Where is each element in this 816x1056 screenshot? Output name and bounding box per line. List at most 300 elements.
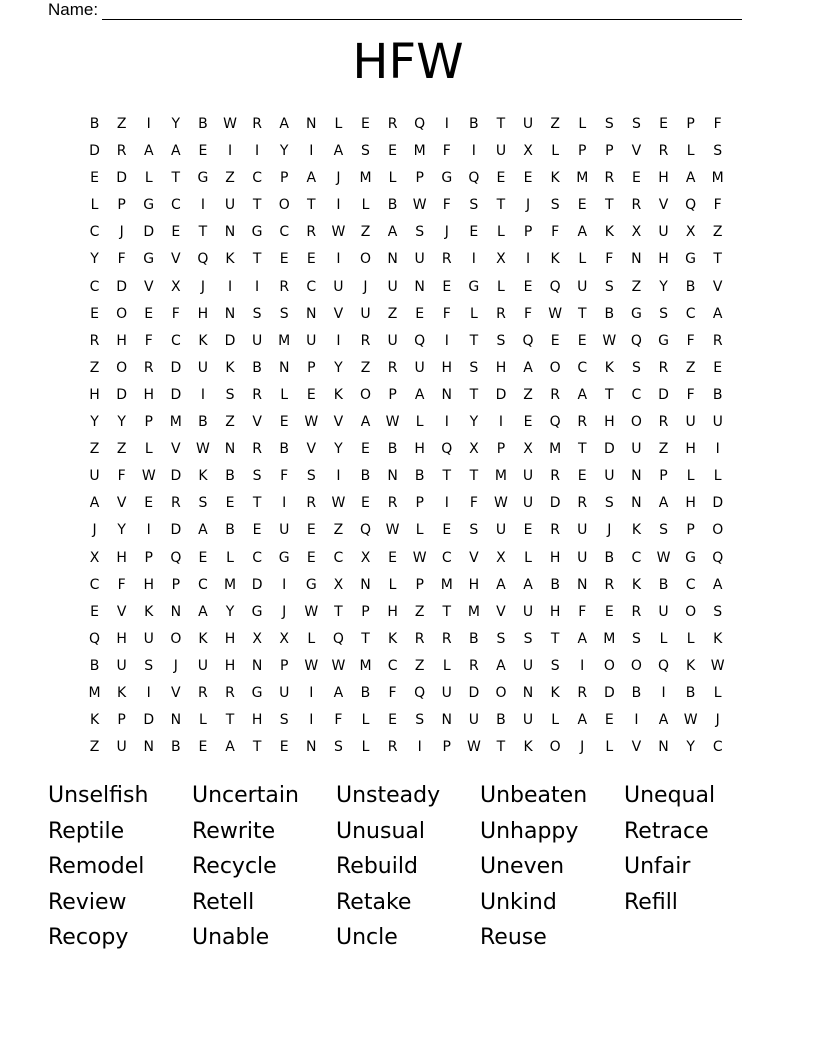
grid-letter: R: [550, 522, 560, 539]
grid-letter: E: [469, 224, 479, 241]
grid-letter: X: [496, 549, 506, 566]
grid-letter: F: [144, 332, 153, 349]
grid-letter: F: [605, 251, 614, 268]
grid-letter: Z: [360, 359, 371, 376]
grid-letter: V: [496, 603, 506, 620]
grid-letter: Q: [441, 441, 453, 458]
grid-letter: J: [363, 278, 368, 295]
grid-letter: V: [171, 251, 181, 268]
grid-letter: N: [441, 386, 452, 403]
grid-letter: B: [387, 441, 398, 458]
grid-letter: N: [631, 468, 642, 485]
grid-letter: F: [171, 305, 180, 322]
grid-letter: L: [686, 630, 695, 647]
word-list-item: Recopy: [48, 925, 129, 950]
grid-letter: A: [523, 359, 533, 376]
grid-letter: V: [116, 495, 127, 512]
grid-letter: R: [387, 116, 398, 132]
grid-letter: R: [658, 359, 669, 376]
grid-letter: U: [197, 657, 209, 674]
grid-letter: J: [580, 739, 585, 756]
grid-letter: K: [604, 359, 614, 376]
grid-letter: N: [224, 224, 236, 241]
grid-letter: W: [223, 116, 237, 132]
grid-letter: E: [496, 170, 506, 187]
grid-letter: R: [252, 116, 262, 132]
grid-letter: A: [171, 143, 181, 160]
grid-letter: K: [686, 657, 696, 674]
grid-letter: I: [444, 495, 449, 512]
grid-letter: B: [469, 116, 479, 132]
grid-letter: E: [225, 495, 235, 512]
grid-letter: A: [712, 305, 723, 322]
grid-letter: L: [199, 712, 207, 729]
grid-letter: I: [444, 116, 449, 132]
grid-letter: P: [496, 441, 506, 458]
grid-letter: H: [387, 603, 398, 620]
grid-letter: E: [90, 170, 99, 187]
grid-letter: T: [496, 116, 506, 132]
grid-letter: H: [116, 332, 127, 349]
grid-letter: M: [359, 657, 372, 674]
grid-letter: W: [710, 657, 725, 674]
grid-letter: Z: [116, 441, 127, 458]
grid-letter: P: [144, 414, 153, 431]
grid-letter: B: [89, 116, 100, 132]
grid-letter: A: [279, 116, 289, 132]
grid-letter: Z: [89, 359, 100, 376]
grid-letter: L: [469, 305, 478, 322]
grid-letter: X: [523, 143, 533, 160]
word-list-item: Unusual: [336, 818, 425, 844]
grid-letter: D: [712, 495, 724, 512]
grid-letter: H: [116, 549, 127, 566]
grid-letter: S: [496, 630, 506, 647]
grid-letter: E: [604, 603, 614, 620]
grid-letter: E: [306, 549, 316, 566]
word-list-item: Reptile: [48, 818, 125, 844]
grid-letter: F: [117, 251, 126, 268]
grid-letter: R: [658, 143, 669, 160]
grid-letter: B: [89, 657, 100, 674]
grid-letter: E: [361, 495, 370, 512]
grid-letter: Q: [468, 170, 480, 187]
grid-letter: W: [494, 495, 508, 512]
grid-letter: L: [361, 712, 370, 729]
word-list-item: Uncertain: [192, 783, 299, 808]
grid-letter: I: [309, 712, 314, 729]
grid-letter: R: [143, 359, 154, 376]
grid-letter: E: [442, 522, 452, 539]
grid-letter: U: [279, 684, 290, 701]
grid-letter: I: [580, 657, 585, 674]
grid-letter: R: [306, 224, 317, 241]
grid-letter: E: [388, 712, 397, 729]
grid-letter: G: [251, 224, 263, 241]
grid-letter: C: [685, 305, 696, 322]
grid-letter: X: [685, 224, 696, 241]
grid-letter: U: [685, 414, 696, 431]
grid-letter: Y: [225, 603, 235, 620]
grid-letter: A: [496, 657, 506, 674]
grid-letter: S: [198, 495, 208, 512]
grid-letter: T: [577, 305, 587, 322]
grid-letter: D: [549, 495, 561, 512]
grid-letter: N: [360, 576, 371, 593]
grid-letter: L: [713, 684, 722, 701]
grid-letter: U: [522, 657, 534, 674]
grid-letter: I: [444, 414, 449, 431]
grid-letter: J: [119, 224, 124, 241]
grid-letter: C: [577, 359, 588, 376]
grid-letter: B: [604, 549, 615, 566]
grid-letter: A: [89, 495, 100, 512]
grid-letter: C: [198, 576, 208, 593]
grid-letter: U: [577, 522, 588, 539]
grid-letter: E: [306, 251, 316, 268]
grid-letter: R: [577, 684, 588, 701]
grid-letter: C: [252, 549, 262, 566]
grid-letter: Y: [334, 359, 343, 376]
grid-letter: R: [604, 576, 615, 593]
grid-letter: F: [117, 576, 126, 593]
grid-letter: L: [686, 143, 695, 160]
grid-letter: E: [442, 278, 452, 295]
name-blank-field[interactable]: [102, 4, 742, 20]
grid-letter: B: [712, 386, 723, 403]
grid-letter: Q: [712, 549, 724, 566]
grid-letter: I: [336, 251, 341, 268]
grid-letter: K: [523, 739, 533, 756]
grid-letter: Z: [225, 414, 235, 431]
grid-letter: I: [255, 143, 260, 160]
grid-letter: V: [631, 143, 642, 160]
grid-letter: T: [225, 712, 235, 729]
grid-letter: U: [495, 522, 507, 539]
word-list: [48, 778, 768, 956]
grid-letter: R: [252, 441, 262, 458]
grid-letter: O: [603, 657, 615, 674]
grid-letter: R: [550, 386, 560, 403]
grid-letter: P: [659, 468, 668, 485]
grid-letter: O: [170, 630, 182, 647]
grid-letter: E: [171, 224, 181, 241]
grid-letter: M: [440, 576, 453, 593]
grid-letter: L: [686, 468, 695, 485]
grid-letter: U: [143, 630, 154, 647]
grid-letter: I: [336, 468, 341, 485]
grid-letter: C: [252, 170, 262, 187]
grid-letter: A: [523, 576, 533, 593]
grid-letter: L: [226, 549, 234, 566]
grid-letter: F: [713, 116, 722, 132]
grid-letter: R: [225, 684, 235, 701]
grid-letter: M: [413, 143, 426, 160]
grid-letter: T: [496, 739, 506, 756]
grid-letter: U: [468, 712, 479, 729]
grid-letter: R: [387, 739, 398, 756]
grid-letter: A: [225, 739, 235, 756]
grid-letter: Q: [414, 684, 426, 701]
grid-letter: M: [549, 441, 562, 458]
grid-letter: W: [412, 197, 427, 214]
grid-letter: S: [659, 305, 668, 322]
grid-letter: K: [550, 170, 560, 187]
grid-letter: R: [631, 603, 642, 620]
grid-letter: H: [224, 630, 236, 647]
word-list-item: Retrace: [624, 818, 709, 844]
grid-letter: I: [227, 278, 233, 295]
grid-letter: A: [577, 386, 588, 403]
grid-letter: W: [548, 305, 563, 322]
grid-letter: T: [577, 441, 587, 458]
grid-letter: P: [144, 549, 153, 566]
grid-letter: D: [658, 386, 669, 403]
grid-letter: W: [331, 657, 346, 674]
grid-letter: T: [469, 332, 479, 349]
grid-letter: V: [333, 414, 344, 431]
grid-letter: E: [388, 549, 397, 566]
word-list-item: Remodel: [48, 854, 145, 879]
grid-letter: X: [171, 278, 181, 295]
grid-letter: Z: [631, 278, 642, 295]
grid-letter: E: [279, 251, 289, 268]
grid-letter: C: [631, 386, 642, 403]
word-list-item: Unselfish: [48, 783, 149, 808]
grid-letter: O: [359, 386, 371, 403]
grid-letter: V: [333, 305, 344, 322]
grid-letter: N: [441, 712, 452, 729]
grid-letter: B: [685, 684, 696, 701]
grid-letter: R: [550, 468, 560, 485]
grid-letter: D: [89, 143, 100, 160]
grid-letter: E: [523, 522, 533, 539]
grid-letter: U: [224, 197, 236, 214]
grid-letter: A: [577, 224, 588, 241]
grid-letter: M: [223, 576, 237, 593]
grid-letter: Z: [225, 170, 235, 187]
grid-letter: O: [685, 603, 697, 620]
grid-letter: E: [144, 305, 154, 322]
grid-letter: C: [712, 739, 723, 756]
grid-letter: I: [336, 332, 341, 349]
grid-letter: N: [278, 359, 290, 376]
word-list-item: Uncle: [336, 925, 398, 950]
grid-letter: U: [441, 684, 452, 701]
grid-letter: I: [417, 739, 422, 756]
grid-letter: C: [279, 224, 290, 241]
grid-letter: Z: [360, 224, 371, 241]
grid-letter: U: [658, 224, 669, 241]
grid-letter: Q: [685, 197, 697, 214]
grid-letter: W: [385, 522, 400, 539]
grid-letter: D: [495, 386, 507, 403]
grid-letter: N: [631, 495, 642, 512]
grid-letter: R: [441, 251, 452, 268]
grid-letter: Y: [117, 414, 126, 431]
grid-letter: I: [146, 116, 151, 132]
grid-letter: K: [387, 630, 398, 647]
grid-letter: N: [306, 305, 317, 322]
grid-letter: U: [306, 332, 317, 349]
grid-letter: O: [116, 305, 128, 322]
grid-letter: K: [144, 603, 154, 620]
grid-letter: D: [603, 441, 615, 458]
grid-letter: C: [89, 224, 100, 241]
word-list-item: Retake: [336, 889, 412, 915]
grid-letter: K: [198, 468, 208, 485]
word-list-item: Unbeaten: [480, 783, 588, 808]
grid-letter: T: [252, 251, 262, 268]
grid-letter: T: [469, 386, 479, 403]
grid-letter: B: [171, 739, 181, 756]
grid-letter: E: [415, 305, 425, 322]
grid-letter: S: [550, 197, 560, 214]
word-list-item: Retell: [192, 889, 255, 915]
grid-letter: Z: [333, 522, 344, 539]
grid-letter: M: [169, 414, 182, 431]
grid-letter: A: [577, 630, 588, 647]
grid-letter: A: [414, 386, 425, 403]
grid-letter: X: [333, 576, 344, 593]
grid-letter: L: [551, 712, 560, 729]
grid-letter: Z: [658, 441, 669, 458]
grid-letter: D: [116, 278, 128, 295]
grid-letter: U: [89, 468, 100, 485]
grid-letter: R: [658, 414, 669, 431]
grid-letter: U: [197, 359, 209, 376]
grid-letter: U: [116, 739, 127, 756]
grid-letter: S: [279, 305, 289, 322]
word-list-item: Unfair: [624, 854, 691, 879]
grid-letter: R: [198, 684, 208, 701]
grid-letter: Z: [550, 116, 560, 132]
grid-letter: M: [359, 170, 372, 187]
grid-letter: S: [279, 712, 289, 729]
grid-letter: P: [361, 603, 370, 620]
grid-letter: Z: [414, 657, 425, 674]
grid-letter: R: [306, 495, 317, 512]
grid-letter: E: [523, 414, 533, 431]
grid-letter: J: [444, 224, 449, 241]
grid-letter: B: [631, 684, 642, 701]
grid-letter: U: [522, 468, 534, 485]
grid-letter: U: [522, 495, 534, 512]
grid-letter: R: [360, 332, 371, 349]
grid-letter: A: [143, 143, 154, 160]
grid-letter: G: [251, 603, 263, 620]
grid-letter: E: [388, 143, 397, 160]
grid-letter: U: [414, 359, 425, 376]
grid-letter: V: [171, 684, 181, 701]
grid-letter: N: [143, 739, 154, 756]
grid-letter: S: [604, 278, 614, 295]
word-list-item: Unkind: [480, 889, 557, 915]
grid-letter: A: [712, 576, 723, 593]
grid-letter: G: [143, 197, 155, 214]
grid-letter: B: [198, 414, 208, 431]
grid-letter: H: [685, 441, 696, 458]
grid-letter: J: [607, 522, 612, 539]
grid-letter: M: [494, 468, 507, 485]
grid-letter: V: [171, 441, 181, 458]
grid-letter: W: [466, 739, 481, 756]
grid-letter: F: [334, 712, 343, 729]
grid-letter: J: [282, 603, 287, 620]
grid-letter: B: [550, 576, 560, 593]
grid-letter: H: [549, 549, 561, 566]
grid-letter: Y: [279, 143, 289, 160]
grid-letter: Y: [686, 739, 695, 756]
grid-letter: L: [361, 197, 370, 214]
grid-letter: S: [496, 332, 506, 349]
grid-letter: S: [713, 143, 723, 160]
grid-letter: D: [170, 386, 182, 403]
grid-letter: F: [388, 684, 397, 701]
grid-letter: Q: [630, 332, 642, 349]
grid-letter: R: [116, 143, 127, 160]
grid-letter: B: [225, 468, 235, 485]
grid-letter: B: [252, 359, 262, 376]
grid-letter: L: [361, 739, 370, 756]
grid-letter: Y: [171, 116, 181, 132]
grid-letter: M: [711, 170, 724, 187]
grid-letter: F: [551, 224, 560, 241]
grid-letter: N: [170, 603, 182, 620]
grid-letter: I: [444, 332, 449, 349]
grid-letter: Q: [522, 332, 534, 349]
grid-letter: X: [252, 630, 262, 647]
grid-letter: B: [360, 468, 371, 485]
grid-letter: Z: [712, 224, 723, 241]
grid-letter: L: [90, 197, 99, 214]
grid-letter: H: [495, 359, 507, 376]
grid-letter: E: [604, 712, 614, 729]
grid-letter: L: [442, 657, 451, 674]
grid-letter: H: [685, 495, 696, 512]
grid-letter: W: [656, 549, 671, 566]
grid-letter: P: [307, 359, 316, 376]
grid-letter: H: [89, 386, 100, 403]
grid-letter: T: [469, 468, 479, 485]
grid-letter: I: [227, 143, 233, 160]
grid-letter: X: [523, 441, 533, 458]
grid-letter: Q: [658, 657, 670, 674]
grid-letter: O: [359, 251, 371, 268]
grid-letter: E: [279, 414, 289, 431]
grid-letter: R: [89, 332, 100, 349]
grid-letter: D: [143, 224, 155, 241]
grid-letter: F: [469, 495, 478, 512]
grid-letter: P: [171, 576, 181, 593]
grid-letter: V: [116, 603, 127, 620]
grid-letter: W: [412, 549, 427, 566]
grid-letter: I: [471, 251, 476, 268]
grid-letter: Q: [332, 630, 344, 647]
grid-letter: A: [496, 576, 506, 593]
grid-letter: G: [685, 251, 697, 268]
grid-letter: T: [550, 630, 560, 647]
grid-letter: I: [498, 414, 504, 431]
grid-letter: U: [333, 278, 344, 295]
grid-letter: L: [334, 116, 343, 132]
grid-letter: E: [577, 468, 587, 485]
grid-letter: Z: [685, 359, 696, 376]
grid-letter: E: [306, 522, 316, 539]
grid-letter: V: [306, 441, 317, 458]
grid-letter: S: [469, 359, 479, 376]
grid-letter: U: [495, 143, 507, 160]
